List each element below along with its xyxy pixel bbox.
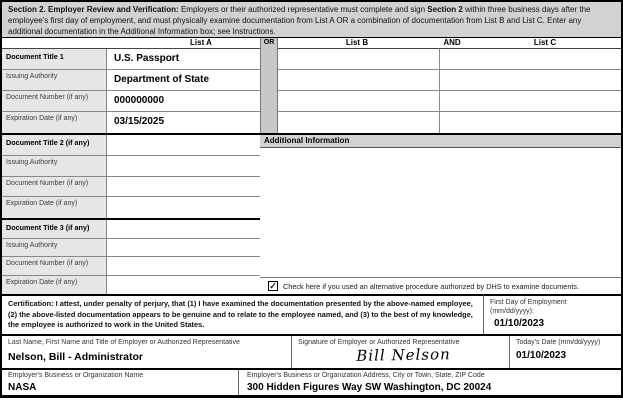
issuing-authority-3-field[interactable] [107,239,260,258]
list-b-field-4[interactable] [278,112,439,133]
issuing-authority-1-field[interactable]: Department of State [107,70,260,91]
document-title-2-label: Document Title 2 (if any) [2,135,107,156]
expiration-date-1-label: Expiration Date (if any) [2,112,107,133]
issuing-authority-1-label: Issuing Authority [2,70,107,91]
document-number-3-field[interactable] [107,257,260,276]
todays-date-field[interactable]: 01/10/2023 [516,349,567,361]
list-a-document-1-block [2,48,260,133]
list-c-header: List C [533,38,557,47]
or-header: OR [263,39,275,46]
list-b-field-3[interactable] [278,91,439,112]
document-title-1-label: Document Title 1 [2,49,107,70]
section2-inline-bold: Section 2 [427,5,463,14]
employer-business-row [2,368,621,396]
list-b-column [278,48,440,133]
list-c-column [440,48,621,133]
business-address-field[interactable]: 300 Hidden Figures Way SW Washington, DC 20024 [247,381,492,393]
section2-instructions-2: within three business days after the employee's first day of employment, and must physically examine documentation from List A OR a combination of documentation from List B and List C. Enter any additional documentation in the Additional Information box; see Instructions. [8,5,591,36]
business-name-label: Employer's Business or Organization Name [8,372,144,379]
expiration-date-1-field[interactable]: 03/15/2025 [107,112,260,133]
list-b-header: List B [345,38,369,47]
business-name-field[interactable]: NASA [8,381,37,393]
additional-information-field[interactable] [260,148,621,277]
employer-signature-label: Signature of Employer or Authorized Representative [298,339,460,346]
or-divider-strip [260,38,278,133]
employer-name-field[interactable]: Nelson, Bill - Administrator [8,350,143,363]
certification-label: Certification: [8,299,54,308]
list-c-field-1[interactable] [440,49,621,70]
document-number-2-field[interactable] [107,177,260,198]
document-number-1-label: Document Number (if any) [2,91,107,112]
expiration-date-3-field[interactable] [107,276,260,295]
list-a-document-3-block [2,218,260,294]
expiration-date-2-field[interactable] [107,197,260,218]
expiration-date-3-label: Expiration Date (if any) [2,276,107,295]
document-title-1-field[interactable]: U.S. Passport [107,49,260,70]
alternative-procedure-label: Check here if you used an alternative procedure authorized by DHS to examine documents. [283,281,580,291]
issuing-authority-2-field[interactable] [107,156,260,177]
document-title-2-field[interactable] [107,135,260,156]
document-number-1-field[interactable]: 000000000 [107,91,260,112]
employer-name-label: Last Name, First Name and Title of Employer or Authorized Representative [8,339,240,346]
additional-information-section [260,133,621,294]
business-name-cell [2,370,239,395]
document-number-3-label: Document Number (if any) [2,257,107,276]
section2-title: Section 2. Employer Review and Verification: [8,5,179,14]
alternative-procedure-checkbox[interactable] [268,281,278,291]
document-number-2-label: Document Number (if any) [2,177,107,198]
document-title-3-label: Document Title 3 (if any) [2,220,107,239]
expiration-date-2-label: Expiration Date (if any) [2,197,107,218]
list-b-field-2[interactable] [278,70,439,91]
additional-information-header: Additional Information [260,135,621,148]
first-day-label-line1: First Day of Employment [490,299,567,306]
first-day-field[interactable]: 01/10/2023 [494,318,545,329]
employer-name-cell [2,336,292,368]
section2-instructions-1: Employers or their authorized representative must complete and sign [178,5,428,14]
first-day-of-employment-cell [484,294,621,334]
certification-text: I attest, under penalty of perjury, that (1) I have examined the documentation presented by the above-named employee, (2) the above-listed documentation appears to be genuine and to relate to the employee named, and (3) to the best of my knowledge, the employee is authorized to work in the United States. [8,299,473,329]
checkbox-check-icon: ✓ [269,281,277,291]
list-c-field-4[interactable] [440,112,621,133]
todays-date-cell [510,336,621,368]
list-b-field-1[interactable] [278,49,439,70]
section2-header [2,2,621,38]
list-a-header: List A [190,38,212,47]
document-title-3-field[interactable] [107,220,260,239]
and-header: AND [443,38,461,47]
certification-statement [2,294,484,334]
business-address-label: Employer's Business or Organization Address, City or Town, State, ZIP Code [247,372,485,379]
employer-signature-cell [292,336,510,368]
business-address-cell [239,370,621,395]
employer-signature-field[interactable]: Bill Nelson [356,344,451,365]
list-c-field-3[interactable] [440,91,621,112]
list-c-field-2[interactable] [440,70,621,91]
todays-date-label: Today's Date (mm/dd/yyyy) [516,339,601,346]
list-a-document-2-block [2,133,260,218]
issuing-authority-3-label: Issuing Authority [2,239,107,258]
alternative-procedure-row [260,277,621,294]
employer-signature-row [2,334,621,368]
first-day-label-line2: (mm/dd/yyyy): [490,307,534,315]
issuing-authority-2-label: Issuing Authority [2,156,107,177]
